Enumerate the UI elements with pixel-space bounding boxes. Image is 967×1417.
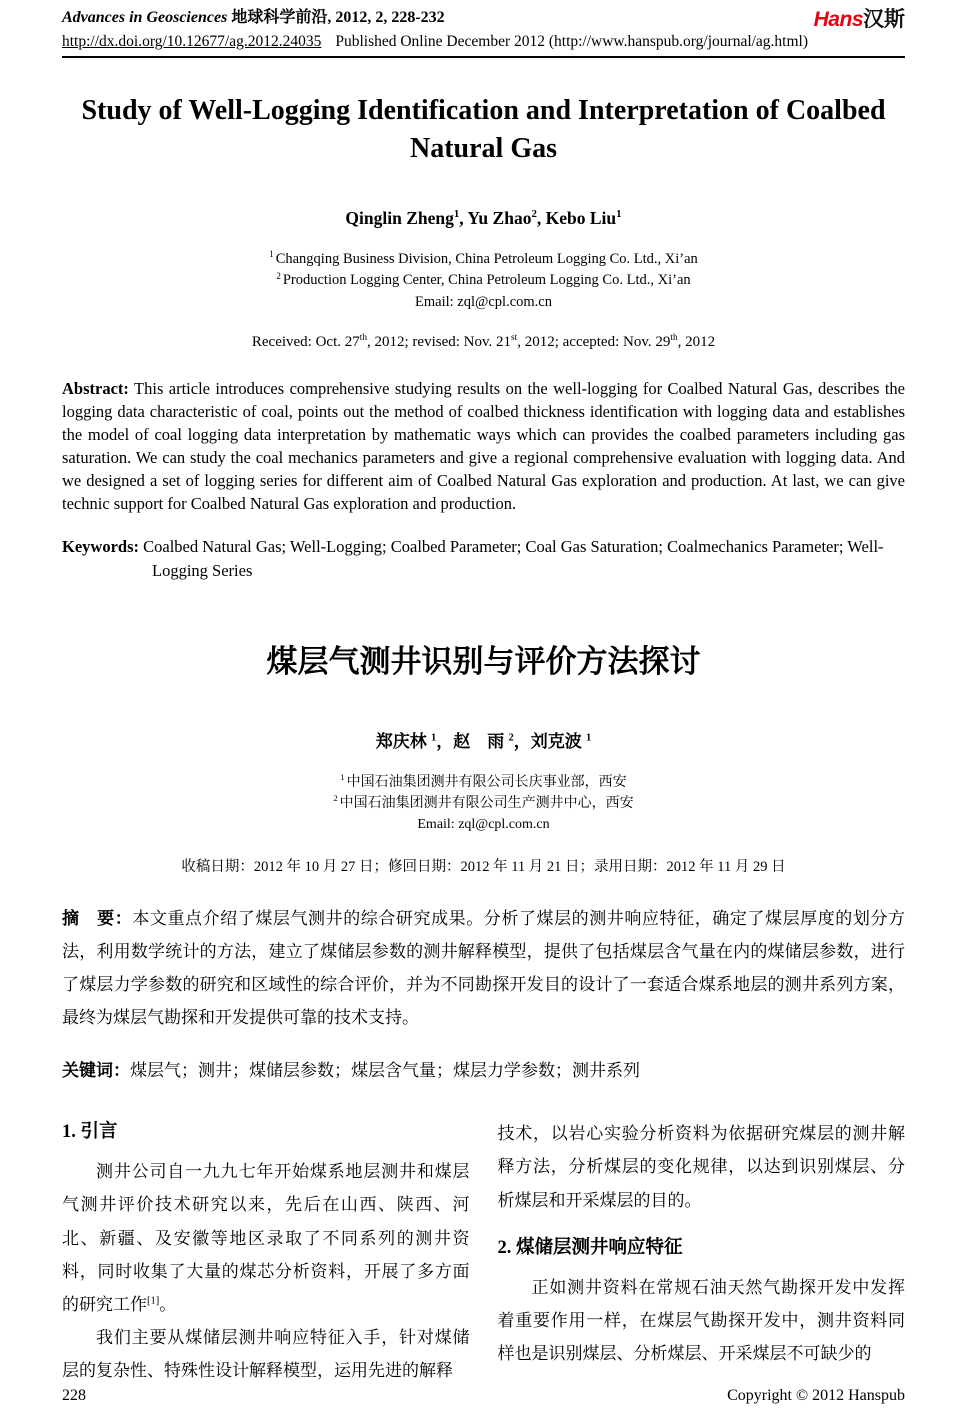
paragraph [62, 1155, 470, 1321]
doi-line [62, 33, 905, 51]
citation-ref: [1] [147, 1295, 160, 1307]
right-column [498, 1117, 906, 1387]
email-line: Email: zql@cpl.com.cn [415, 294, 552, 311]
header-divider [62, 56, 905, 58]
affiliation-line [62, 270, 905, 292]
author-superscript: 1 [586, 731, 592, 743]
received-text: , 2012; revised: Nov. 21 [367, 333, 512, 350]
paragraph-text: 。 [159, 1294, 177, 1314]
page-footer [62, 1387, 905, 1405]
paragraph: 正如测井资料在常规石油天然气勘探开发中发挥着重要作用一样，在煤层气勘探开发中，测井资料同样也是识别煤层、分析煤层、开采煤层不可缺少的 [497, 1277, 905, 1363]
journal-header-row [62, 8, 905, 30]
keywords-en [62, 535, 905, 581]
ordinal-superscript: th [670, 332, 678, 343]
author-superscript: 2 [508, 731, 514, 743]
article-body [62, 1117, 905, 1387]
affiliation-line [62, 772, 905, 793]
abstract-en [62, 377, 905, 516]
author-name: ，刘克波 [513, 731, 586, 751]
author-superscript: 1 [453, 207, 460, 220]
received-text: Received: Oct. 27 [251, 333, 360, 350]
section-2-heading: 2. 煤储层测井响应特征 [497, 1237, 683, 1258]
affiliation-superscript: 1 [269, 248, 274, 259]
keywords-cn [62, 1054, 905, 1087]
left-column [62, 1117, 470, 1387]
hans-logo-en: Hans [813, 8, 863, 31]
journal-line [62, 8, 445, 29]
keywords-label-cn: 关键词： [62, 1061, 130, 1081]
received-text: , 2012; accepted: Nov. 29 [517, 333, 671, 350]
journal-header [62, 8, 905, 58]
received-text: , 2012 [677, 333, 716, 350]
paragraph: 技术，以岩心实验分析资料为依据研究煤层的测井解释方法，分析煤层的变化规律，以达到识别煤层、分析煤层和开采煤层的目的。 [497, 1124, 905, 1210]
ordinal-superscript: st [511, 332, 518, 343]
abstract-text: This article introduces comprehensive studying results on the well-logging for Coalbed Natural Gas, describes the logging data characteristic of coal, points out the method of coalbed thickness identification with logging data and establishes the model of coal logging data interpretation by mathematic ways which can provides the coalbed parameters including gas saturation. We can study the coal mechanics parameters and give a regional comprehensive evaluation with logging data. And we designed a set of logging series for different aim of Coalbed Natural Gas exploration and production. At last, we can give technic support for Coalbed Natural Gas exploration and production. [62, 378, 905, 514]
doi-link[interactable]: http://dx.doi.org/10.12677/ag.2012.24035 [62, 33, 322, 50]
affiliations-en [62, 249, 905, 314]
ordinal-superscript: th [359, 332, 367, 343]
paper-title-cn: 煤层气测井识别与评价方法探讨 [266, 643, 701, 679]
keywords-text: Coalbed Natural Gas; Well-Logging; Coalbed Parameter; Coal Gas Saturation; Coalmechanics Parameter; Well-Logging Series [143, 537, 884, 580]
abstract-text-cn: 本文重点介绍了煤层气测井的综合研究成果。分析了煤层的测井响应特征，确定了煤层厚度的划分方法，利用数学统计的方法，建立了煤储层参数的测井解释模型，提供了包括煤层含气量在内的煤储层参数，进行了煤层力学参数的研究和区域性的综合评价，并为不同勘探开发目的设计了一套适合煤系地层的测井系列方案，最终为煤层气勘探和开发提供可靠的技术支持。 [62, 908, 906, 1028]
affiliation-text: Production Logging Center, China Petroleum Logging Co. Ltd., Xi’an [282, 272, 691, 289]
author-superscript: 2 [531, 207, 537, 220]
affiliation-line [62, 249, 905, 271]
abstract-label: Abstract: [62, 378, 129, 398]
hans-logo [814, 9, 905, 30]
section-1-heading: 1. 引言 [62, 1122, 118, 1143]
keywords-label: Keywords: [62, 537, 139, 557]
author-name: Qinglin Zheng [345, 207, 454, 228]
paper-title-en: Study of Well-Logging Identification and Interpretation of Coalbed Natural Gas [81, 95, 886, 164]
affiliation-superscript: 1 [340, 771, 345, 782]
affiliation-text: Changqing Business Division, China Petroleum Logging Co. Ltd., Xi’an [275, 250, 698, 267]
affiliation-text: 中国石油集团测井有限公司长庆事业部，西安 [346, 774, 627, 790]
author-name: 郑庆林 [375, 731, 431, 751]
affiliation-text: 中国石油集团测井有限公司生产测井中心，西安 [339, 795, 634, 811]
author-name: , Kebo Liu [536, 207, 617, 228]
journal-title: Advances in Geosciences [62, 9, 228, 26]
email-line: Email: zql@cpl.com.cn [417, 816, 550, 832]
page-number: 228 [62, 1387, 86, 1404]
received-dates-cn: 收稿日期：2012 年 10 月 27 日；修回日期：2012 年 11 月 21 日；录用日期：2012 年 11 月 29 日 [181, 858, 786, 875]
paragraph-text: 测井公司自一九九七年开始煤系地层测井和煤层气测井评价技术研究以来，先后在山西、陕西、河北、新疆、及安徽等地区录取了不同系列的测井资料，同时收集了大量的煤芯分析资料，开展了多方面的研究工作 [62, 1162, 470, 1314]
authors-cn [62, 727, 905, 752]
affiliation-superscript: 2 [276, 270, 281, 281]
authors-en [62, 208, 905, 229]
author-superscript: 1 [430, 731, 437, 743]
journal-issue-info: 地球科学前沿, 2012, 2, 228-232 [227, 9, 445, 26]
affiliation-superscript: 2 [333, 792, 338, 803]
published-online-text: Published Online December 2012 (http://www.hanspub.org/journal/ag.html) [335, 33, 809, 50]
received-dates-en [62, 334, 905, 351]
paragraph: 我们主要从煤储层测井响应特征入手，针对煤储层的复杂性、特殊性设计解释模型，运用先进的解释 [62, 1328, 470, 1381]
hans-logo-cn: 汉斯 [863, 8, 905, 31]
affiliation-line [62, 793, 905, 814]
abstract-cn [62, 902, 905, 1035]
author-name: , Yu Zhao [459, 207, 532, 228]
author-name: ，赵 雨 [436, 731, 509, 751]
copyright-text: Copyright © 2012 Hanspub [727, 1387, 905, 1404]
author-superscript: 1 [616, 207, 622, 220]
affiliations-cn [62, 772, 905, 835]
keywords-text-cn: 煤层气；测井；煤储层参数；煤层含气量；煤层力学参数；测井系列 [130, 1061, 640, 1081]
abstract-label-cn: 摘 要： [62, 908, 133, 928]
